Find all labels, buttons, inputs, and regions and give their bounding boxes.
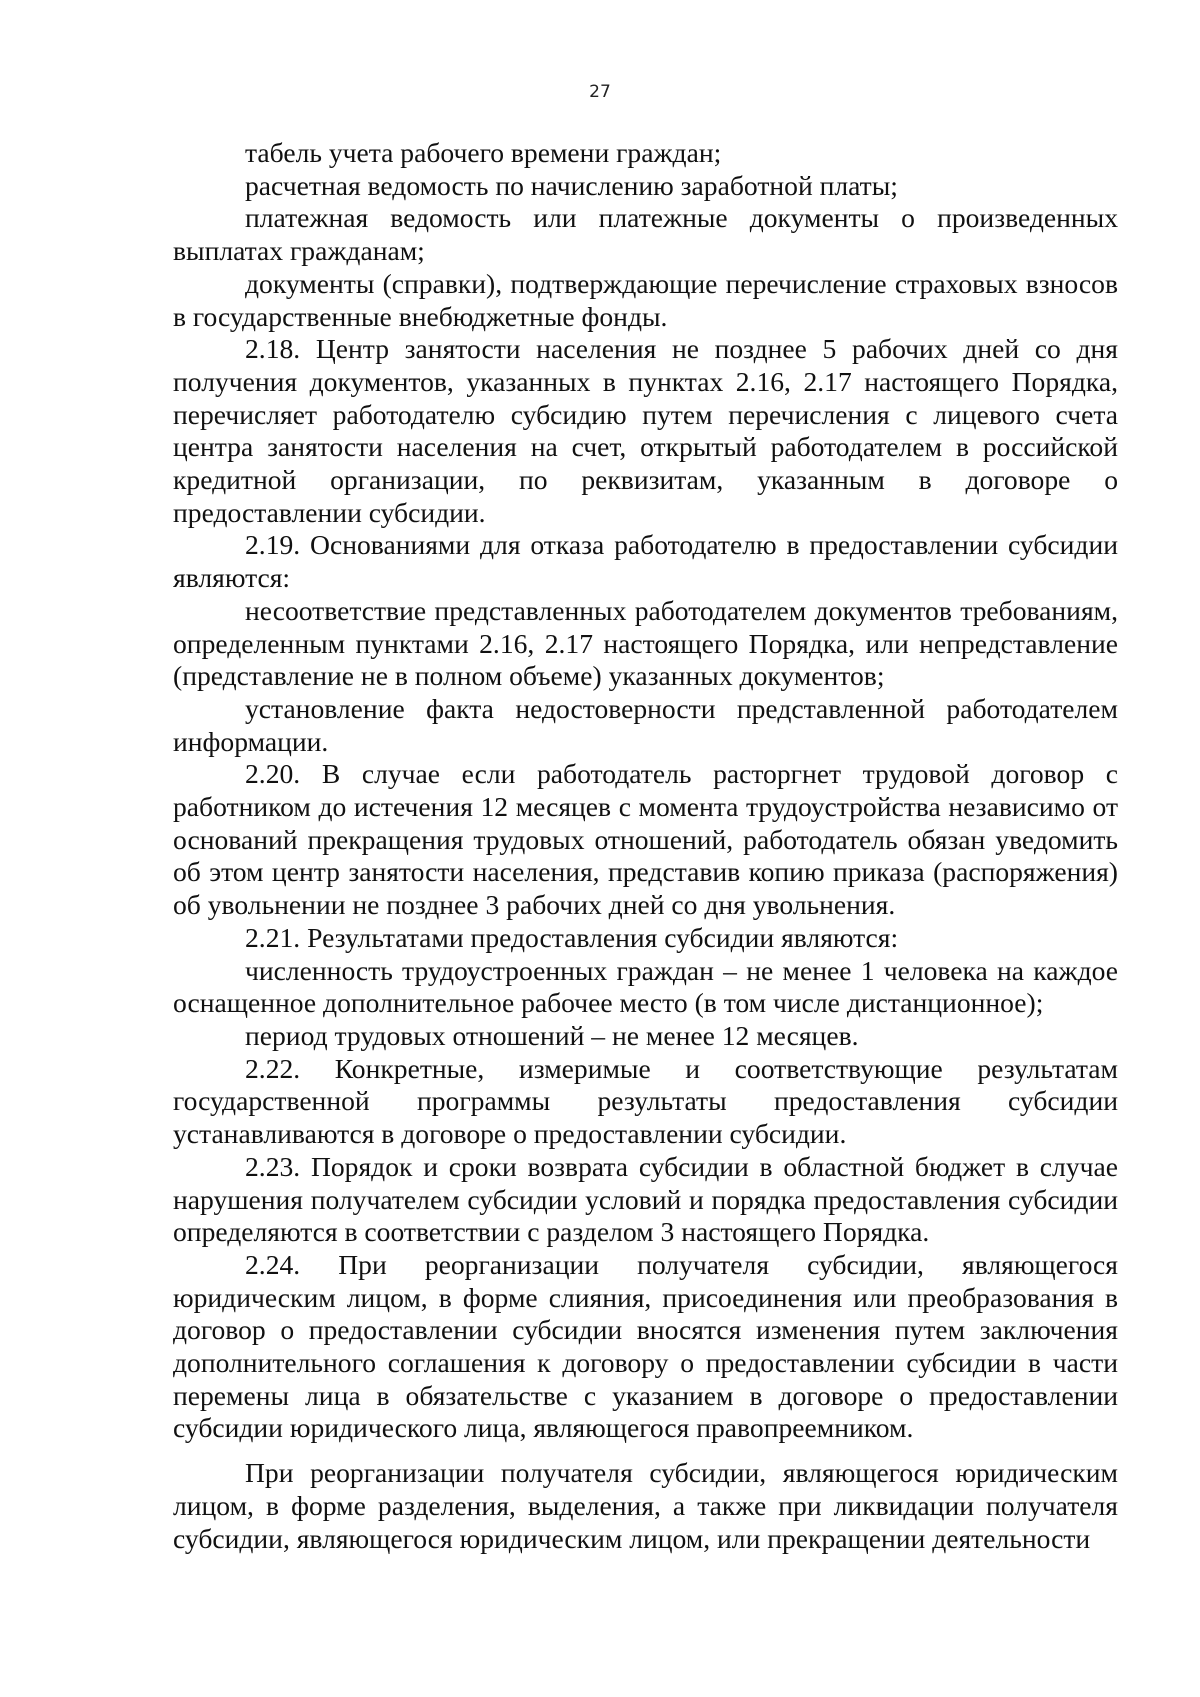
- paragraph: При реорганизации получателя субсидии, являющегося юридическим лицом, в форме разделения, выделения, а также при ликвидации получателя субсидии, являющегося юридическим лицом, или прекращении деятельности: [173, 1457, 1118, 1554]
- document-body: [173, 137, 1118, 1555]
- paragraph-2-21: 2.21. Результатами предоставления субсидии являются:: [245, 921, 899, 953]
- paragraph: период трудовых отношений – не менее 12 месяцев.: [245, 1019, 859, 1051]
- paragraph: табель учета рабочего времени граждан;: [245, 137, 722, 168]
- paragraph: установление факта недостоверности представленной работодателем информации.: [173, 692, 1118, 757]
- paragraph: несоответствие представленных работодателем документов требованиям, определенным пунктами 2.16, 2.17 настоящего Порядка, или непредставление (представление не в полном объеме) указанных документов;: [173, 594, 1118, 692]
- paragraph: документы (справки), подтверждающие перечисление страховых взносов в государственные внебюджетные фонды.: [173, 267, 1118, 332]
- paragraph-2-24: 2.24. При реорганизации получателя субсидии, являющегося юридическим лицом, в форме слияния, присоединения или преобразования в договор о предоставлении субсидии вносятся изменения путем заключения дополнительного соглашения к договору о предоставлении субсидии в части перемены лица в обязательстве с указанием в договоре о предоставлении субсидии юридического лица, являющегося правопреемником.: [173, 1248, 1118, 1444]
- paragraph-2-18: 2.18. Центр занятости населения не позднее 5 рабочих дней со дня получения документов, указанных в пунктах 2.16, 2.17 настоящего Порядка, перечисляет работодателю субсидию путем перечисления с лицевого счета центра занятости населения на счет, открытый работодателем в российской кредитной организации, по реквизитам, указанным в договоре о предоставлении субсидии.: [173, 333, 1118, 528]
- paragraph-2-19: 2.19. Основаниями для отказа работодателю в предоставлении субсидии являются:: [173, 529, 1118, 594]
- paragraph: платежная ведомость или платежные документы о произведенных выплатах гражданам;: [173, 202, 1118, 267]
- page-number: 27: [589, 82, 611, 102]
- paragraph: численность трудоустроенных граждан – не менее 1 человека на каждое оснащенное дополнительное рабочее место (в том числе дистанционное);: [173, 954, 1118, 1019]
- paragraph: расчетная ведомость по начислению заработной платы;: [245, 169, 898, 201]
- paragraph-2-23: 2.23. Порядок и сроки возврата субсидии в областной бюджет в случае нарушения получателем субсидии условий и порядка предоставления субсидии определяются в соответствии с разделом 3 настоящего Порядка.: [173, 1150, 1118, 1248]
- paragraph-2-22: 2.22. Конкретные, измеримые и соответствующие результатам государственной программы результаты предоставления субсидии устанавливаются в договоре о предоставлении субсидии.: [173, 1052, 1118, 1150]
- paragraph-2-20: 2.20. В случае если работодатель расторгнет трудовой договор с работником до истечения 12 месяцев с момента трудоустройства независимо от оснований прекращения трудовых отношений, работодатель обязан уведомить об этом центр занятости населения, представив копию приказа (распоряжения) об увольнении не позднее 3 рабочих дней со дня увольнения.: [173, 758, 1118, 921]
